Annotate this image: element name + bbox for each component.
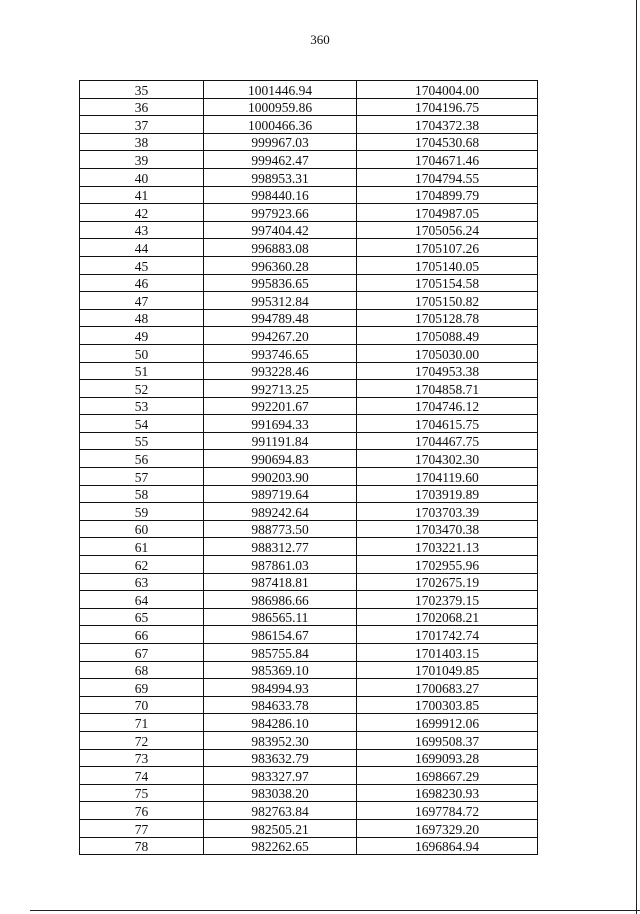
point-number-cell: 69 — [80, 679, 204, 697]
y-coordinate-cell: 1705107.26 — [357, 239, 538, 257]
coordinates-table-body — [80, 81, 538, 855]
point-number-cell: 72 — [80, 731, 204, 749]
point-number-cell: 35 — [80, 81, 204, 99]
point-number-cell: 76 — [80, 802, 204, 820]
table-row — [80, 186, 538, 204]
point-number-cell: 51 — [80, 362, 204, 380]
point-number-cell: 45 — [80, 256, 204, 274]
point-number-cell: 58 — [80, 485, 204, 503]
table-row — [80, 784, 538, 802]
y-coordinate-cell: 1704987.05 — [357, 204, 538, 222]
point-number-cell: 68 — [80, 661, 204, 679]
point-number-cell: 60 — [80, 520, 204, 538]
y-coordinate-cell: 1703703.39 — [357, 503, 538, 521]
x-coordinate-cell: 992201.67 — [204, 397, 357, 415]
point-number-cell: 38 — [80, 133, 204, 151]
x-coordinate-cell: 987418.81 — [204, 573, 357, 591]
point-number-cell: 48 — [80, 309, 204, 327]
table-row — [80, 485, 538, 503]
scan-edge-right — [636, 0, 637, 914]
point-number-cell: 46 — [80, 274, 204, 292]
table-row — [80, 274, 538, 292]
table-row — [80, 327, 538, 345]
table-row — [80, 767, 538, 785]
table-row — [80, 309, 538, 327]
point-number-cell: 65 — [80, 608, 204, 626]
point-number-cell: 71 — [80, 714, 204, 732]
point-number-cell: 61 — [80, 538, 204, 556]
table-row — [80, 221, 538, 239]
table-row — [80, 503, 538, 521]
point-number-cell: 67 — [80, 644, 204, 662]
point-number-cell: 50 — [80, 344, 204, 362]
x-coordinate-cell: 995312.84 — [204, 292, 357, 310]
y-coordinate-cell: 1699912.06 — [357, 714, 538, 732]
x-coordinate-cell: 994267.20 — [204, 327, 357, 345]
table-row — [80, 362, 538, 380]
scan-edge-bottom — [30, 910, 640, 911]
x-coordinate-cell: 986565.11 — [204, 608, 357, 626]
point-number-cell: 40 — [80, 168, 204, 186]
y-coordinate-cell: 1703919.89 — [357, 485, 538, 503]
y-coordinate-cell: 1697784.72 — [357, 802, 538, 820]
point-number-cell: 41 — [80, 186, 204, 204]
x-coordinate-cell: 990694.83 — [204, 450, 357, 468]
point-number-cell: 77 — [80, 819, 204, 837]
x-coordinate-cell: 997404.42 — [204, 221, 357, 239]
y-coordinate-cell: 1697329.20 — [357, 819, 538, 837]
x-coordinate-cell: 982763.84 — [204, 802, 357, 820]
x-coordinate-cell: 996360.28 — [204, 256, 357, 274]
point-number-cell: 59 — [80, 503, 204, 521]
table-row — [80, 520, 538, 538]
table-row — [80, 98, 538, 116]
point-number-cell: 73 — [80, 749, 204, 767]
table-row — [80, 81, 538, 99]
y-coordinate-cell: 1700683.27 — [357, 679, 538, 697]
x-coordinate-cell: 985369.10 — [204, 661, 357, 679]
y-coordinate-cell: 1704794.55 — [357, 168, 538, 186]
table-row — [80, 837, 538, 855]
y-coordinate-cell: 1702068.21 — [357, 608, 538, 626]
table-row — [80, 696, 538, 714]
table-row — [80, 679, 538, 697]
point-number-cell: 52 — [80, 380, 204, 398]
x-coordinate-cell: 993228.46 — [204, 362, 357, 380]
x-coordinate-cell: 987861.03 — [204, 556, 357, 574]
table-row — [80, 731, 538, 749]
table-row — [80, 151, 538, 169]
table-row — [80, 450, 538, 468]
point-number-cell: 66 — [80, 626, 204, 644]
point-number-cell: 55 — [80, 432, 204, 450]
x-coordinate-cell: 992713.25 — [204, 380, 357, 398]
table-row — [80, 608, 538, 626]
y-coordinate-cell: 1705088.49 — [357, 327, 538, 345]
x-coordinate-cell: 1000959.86 — [204, 98, 357, 116]
point-number-cell: 57 — [80, 468, 204, 486]
x-coordinate-cell: 996883.08 — [204, 239, 357, 257]
table-row — [80, 573, 538, 591]
table-row — [80, 819, 538, 837]
table-row — [80, 204, 538, 222]
x-coordinate-cell: 982505.21 — [204, 819, 357, 837]
point-number-cell: 53 — [80, 397, 204, 415]
y-coordinate-cell: 1704004.00 — [357, 81, 538, 99]
point-number-cell: 43 — [80, 221, 204, 239]
x-coordinate-cell: 988773.50 — [204, 520, 357, 538]
table-row — [80, 380, 538, 398]
y-coordinate-cell: 1704372.38 — [357, 116, 538, 134]
point-number-cell: 54 — [80, 415, 204, 433]
x-coordinate-cell: 984633.78 — [204, 696, 357, 714]
point-number-cell: 36 — [80, 98, 204, 116]
page-number: 360 — [310, 32, 330, 47]
y-coordinate-cell: 1703470.38 — [357, 520, 538, 538]
point-number-cell: 49 — [80, 327, 204, 345]
x-coordinate-cell: 994789.48 — [204, 309, 357, 327]
table-row — [80, 749, 538, 767]
y-coordinate-cell: 1698667.29 — [357, 767, 538, 785]
y-coordinate-cell: 1705154.58 — [357, 274, 538, 292]
x-coordinate-cell: 983632.79 — [204, 749, 357, 767]
x-coordinate-cell: 983952.30 — [204, 731, 357, 749]
y-coordinate-cell: 1705150.82 — [357, 292, 538, 310]
table-row — [80, 432, 538, 450]
x-coordinate-cell: 986986.66 — [204, 591, 357, 609]
x-coordinate-cell: 983327.97 — [204, 767, 357, 785]
point-number-cell: 42 — [80, 204, 204, 222]
y-coordinate-cell: 1696864.94 — [357, 837, 538, 855]
x-coordinate-cell: 982262.65 — [204, 837, 357, 855]
table-row — [80, 168, 538, 186]
x-coordinate-cell: 991694.33 — [204, 415, 357, 433]
y-coordinate-cell: 1701742.74 — [357, 626, 538, 644]
y-coordinate-cell: 1699093.28 — [357, 749, 538, 767]
table-row — [80, 661, 538, 679]
table-row — [80, 714, 538, 732]
coordinates-table — [79, 80, 538, 855]
x-coordinate-cell: 986154.67 — [204, 626, 357, 644]
x-coordinate-cell: 990203.90 — [204, 468, 357, 486]
table-row — [80, 239, 538, 257]
y-coordinate-cell: 1703221.13 — [357, 538, 538, 556]
y-coordinate-cell: 1704119.60 — [357, 468, 538, 486]
y-coordinate-cell: 1704746.12 — [357, 397, 538, 415]
table-row — [80, 133, 538, 151]
point-number-cell: 64 — [80, 591, 204, 609]
x-coordinate-cell: 998953.31 — [204, 168, 357, 186]
x-coordinate-cell: 993746.65 — [204, 344, 357, 362]
y-coordinate-cell: 1704858.71 — [357, 380, 538, 398]
table-row — [80, 256, 538, 274]
x-coordinate-cell: 995836.65 — [204, 274, 357, 292]
y-coordinate-cell: 1701403.15 — [357, 644, 538, 662]
table-row — [80, 644, 538, 662]
point-number-cell: 78 — [80, 837, 204, 855]
x-coordinate-cell: 999462.47 — [204, 151, 357, 169]
y-coordinate-cell: 1705140.05 — [357, 256, 538, 274]
x-coordinate-cell: 1001446.94 — [204, 81, 357, 99]
y-coordinate-cell: 1704953.38 — [357, 362, 538, 380]
point-number-cell: 63 — [80, 573, 204, 591]
point-number-cell: 62 — [80, 556, 204, 574]
y-coordinate-cell: 1705128.78 — [357, 309, 538, 327]
y-coordinate-cell: 1701049.85 — [357, 661, 538, 679]
x-coordinate-cell: 991191.84 — [204, 432, 357, 450]
y-coordinate-cell: 1704196.75 — [357, 98, 538, 116]
table-row — [80, 538, 538, 556]
table-row — [80, 468, 538, 486]
x-coordinate-cell: 983038.20 — [204, 784, 357, 802]
y-coordinate-cell: 1704615.75 — [357, 415, 538, 433]
x-coordinate-cell: 984994.93 — [204, 679, 357, 697]
y-coordinate-cell: 1704899.79 — [357, 186, 538, 204]
y-coordinate-cell: 1702675.19 — [357, 573, 538, 591]
y-coordinate-cell: 1704467.75 — [357, 432, 538, 450]
point-number-cell: 56 — [80, 450, 204, 468]
table-row — [80, 292, 538, 310]
y-coordinate-cell: 1699508.37 — [357, 731, 538, 749]
y-coordinate-cell: 1702379.15 — [357, 591, 538, 609]
x-coordinate-cell: 997923.66 — [204, 204, 357, 222]
x-coordinate-cell: 989719.64 — [204, 485, 357, 503]
point-number-cell: 74 — [80, 767, 204, 785]
point-number-cell: 70 — [80, 696, 204, 714]
table-row — [80, 556, 538, 574]
x-coordinate-cell: 984286.10 — [204, 714, 357, 732]
table-row — [80, 802, 538, 820]
point-number-cell: 37 — [80, 116, 204, 134]
y-coordinate-cell: 1704530.68 — [357, 133, 538, 151]
x-coordinate-cell: 989242.64 — [204, 503, 357, 521]
table-row — [80, 626, 538, 644]
table-row — [80, 397, 538, 415]
y-coordinate-cell: 1705030.00 — [357, 344, 538, 362]
table-row — [80, 415, 538, 433]
table-row — [80, 591, 538, 609]
x-coordinate-cell: 998440.16 — [204, 186, 357, 204]
point-number-cell: 47 — [80, 292, 204, 310]
table-row — [80, 116, 538, 134]
y-coordinate-cell: 1702955.96 — [357, 556, 538, 574]
x-coordinate-cell: 1000466.36 — [204, 116, 357, 134]
point-number-cell: 44 — [80, 239, 204, 257]
y-coordinate-cell: 1705056.24 — [357, 221, 538, 239]
y-coordinate-cell: 1704302.30 — [357, 450, 538, 468]
y-coordinate-cell: 1698230.93 — [357, 784, 538, 802]
point-number-cell: 75 — [80, 784, 204, 802]
point-number-cell: 39 — [80, 151, 204, 169]
y-coordinate-cell: 1700303.85 — [357, 696, 538, 714]
x-coordinate-cell: 985755.84 — [204, 644, 357, 662]
y-coordinate-cell: 1704671.46 — [357, 151, 538, 169]
x-coordinate-cell: 999967.03 — [204, 133, 357, 151]
x-coordinate-cell: 988312.77 — [204, 538, 357, 556]
table-row — [80, 344, 538, 362]
